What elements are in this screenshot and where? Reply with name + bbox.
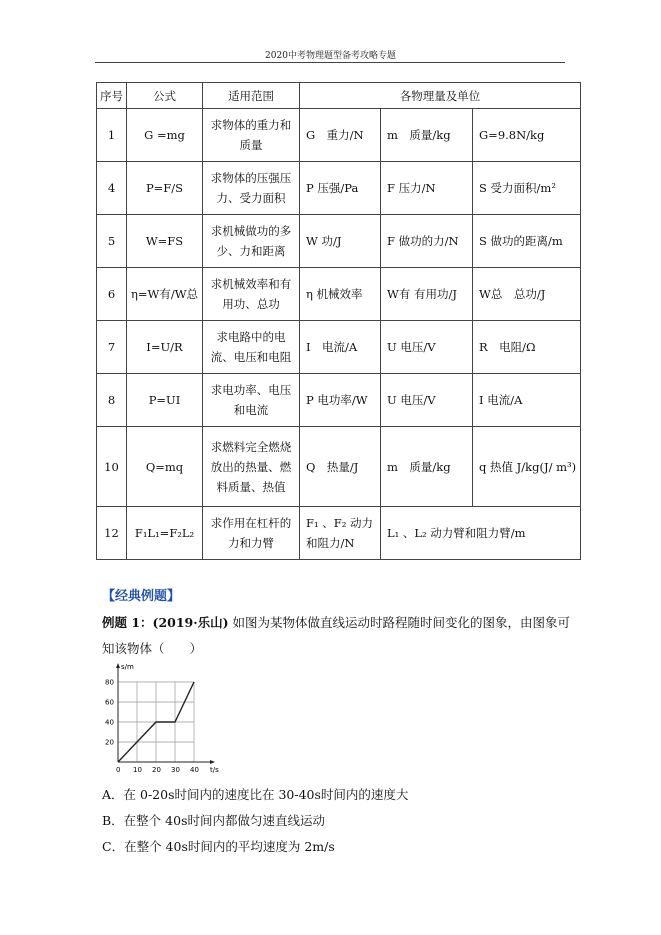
y-tick-label: 80 <box>105 678 114 687</box>
row-scope: 求作用在杠杆的力和力臂 <box>203 507 300 560</box>
x-tick-label: 0 <box>116 766 121 774</box>
row-formula: P=UI <box>127 374 203 427</box>
example-text: 如图为某物体做直线运动时路程随时间变化的图象，由图象可知该物体（ ） <box>102 615 571 656</box>
row-quantity-2: U 电压/V <box>381 374 473 427</box>
row-quantity-2: m 质量/kg <box>381 427 473 507</box>
row-quantity-1: F₁ 、F₂ 动力和阻力/N <box>300 507 381 560</box>
table-row <box>97 215 581 268</box>
table-row <box>97 427 581 507</box>
row-scope: 求物体的重力和质量 <box>203 109 300 162</box>
y-tick-label: 20 <box>105 738 114 747</box>
row-formula: G =mg <box>127 109 203 162</box>
option-c: C．在整个 40s时间内的平均速度为 2m/s <box>102 839 335 854</box>
header-cell-formula: 公式 <box>127 83 203 109</box>
row-quantity-1: P 压强/Pa <box>300 162 381 215</box>
x-tick-label: 40 <box>190 766 199 774</box>
header-cell-scope: 适用范围 <box>203 83 300 109</box>
row-no: 4 <box>97 162 127 215</box>
header-cell-no: 序号 <box>97 83 127 109</box>
y-axis-arrow <box>116 663 120 668</box>
row-quantity-3: R 电阻/Ω <box>473 321 581 374</box>
row-quantity-2: L₁ 、L₂ 动力臂和阻力臂/m <box>381 507 581 560</box>
row-formula: Q=mq <box>127 427 203 507</box>
row-quantity-2: F 做功的力/N <box>381 215 473 268</box>
row-formula: P=F/S <box>127 162 203 215</box>
row-formula: η=W有/W总 <box>127 268 203 321</box>
header-cell-quantities: 各物理量及单位 <box>300 83 581 109</box>
row-quantity-3: S 受力面积/m² <box>473 162 581 215</box>
x-axis-label: t/s <box>210 766 219 774</box>
row-quantity-3: I 电流/A <box>473 374 581 427</box>
row-no: 12 <box>97 507 127 560</box>
row-no: 7 <box>97 321 127 374</box>
header-divider <box>95 62 565 63</box>
x-tick-label: 10 <box>133 766 142 774</box>
row-quantity-1: G 重力/N <box>300 109 381 162</box>
row-quantity-3: G=9.8N/kg <box>473 109 581 162</box>
row-quantity-3: W总 总功/J <box>473 268 581 321</box>
row-quantity-1: Q 热量/J <box>300 427 381 507</box>
table-row <box>97 507 581 560</box>
option-a: A．在 0-20s时间内的速度比在 30-40s时间内的速度大 <box>102 787 409 802</box>
row-scope: 求电路中的电流、电压和电阻 <box>203 321 300 374</box>
row-quantity-1: I 电流/A <box>300 321 381 374</box>
table-row <box>97 162 581 215</box>
row-no: 6 <box>97 268 127 321</box>
section-title: 【经典例题】 <box>102 589 181 604</box>
row-scope: 求物体的压强压力、受力面积 <box>203 162 300 215</box>
table-header-row <box>97 83 581 109</box>
row-quantity-3: q 热值 J/kg(J/ m³) <box>473 427 581 507</box>
x-axis-arrow <box>210 760 215 764</box>
row-scope: 求机械效率和有用功、总功 <box>203 268 300 321</box>
row-quantity-1: P 电功率/W <box>300 374 381 427</box>
table-row <box>97 109 581 162</box>
row-quantity-2: F 压力/N <box>381 162 473 215</box>
x-tick-label: 30 <box>171 766 180 774</box>
y-tick-label: 60 <box>105 698 114 707</box>
y-axis-label: s/m <box>121 663 134 671</box>
row-quantity-1: W 功/J <box>300 215 381 268</box>
row-quantity-1: η 机械效率 <box>300 268 381 321</box>
row-scope: 求电功率、电压和电流 <box>203 374 300 427</box>
example-label: 例题 1：(2019·乐山) <box>102 615 229 630</box>
distance-time-graph <box>100 660 230 775</box>
row-quantity-2: U 电压/V <box>381 321 473 374</box>
row-quantity-2: m 质量/kg <box>381 109 473 162</box>
y-tick-label: 40 <box>105 718 114 727</box>
x-tick-label: 20 <box>152 766 161 774</box>
row-no: 8 <box>97 374 127 427</box>
row-quantity-3: S 做功的距离/m <box>473 215 581 268</box>
row-formula: F₁L₁=F₂L₂ <box>127 507 203 560</box>
row-no: 5 <box>97 215 127 268</box>
option-b: B．在整个 40s时间内都做匀速直线运动 <box>102 813 325 828</box>
page-header: 2020中考物理题型备考攻略专题 <box>265 51 396 61</box>
row-formula: I=U/R <box>127 321 203 374</box>
row-no: 1 <box>97 109 127 162</box>
table-row <box>97 268 581 321</box>
row-scope: 求机械做功的多少、力和距离 <box>203 215 300 268</box>
row-no: 10 <box>97 427 127 507</box>
example-question <box>102 610 572 662</box>
row-quantity-2: W有 有用功/J <box>381 268 473 321</box>
row-formula: W=FS <box>127 215 203 268</box>
table-row <box>97 321 581 374</box>
formula-table <box>96 82 581 560</box>
row-scope: 求燃料完全燃烧放出的热量、燃料质量、热值 <box>203 427 300 507</box>
table-row <box>97 374 581 427</box>
